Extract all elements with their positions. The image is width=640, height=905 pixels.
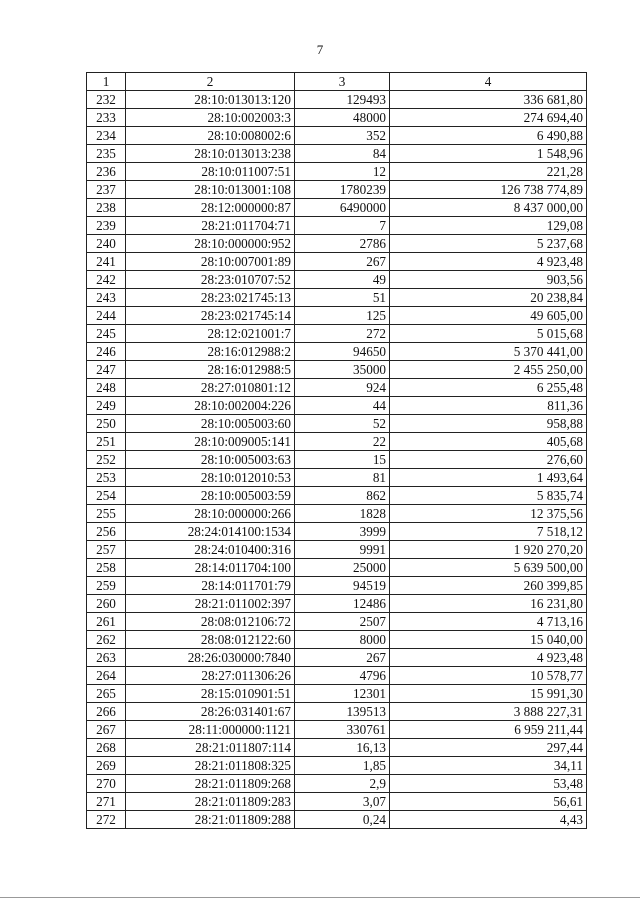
cadastral-number-cell: 28:10:007001:89 (126, 253, 295, 271)
row-number-cell: 247 (87, 361, 126, 379)
area-cell: 6490000 (295, 199, 390, 217)
value-cell: 4,43 (390, 811, 587, 829)
area-cell: 44 (295, 397, 390, 415)
value-cell: 49 605,00 (390, 307, 587, 325)
value-cell: 34,11 (390, 757, 587, 775)
row-number-cell: 233 (87, 109, 126, 127)
area-cell: 49 (295, 271, 390, 289)
value-cell: 4 713,16 (390, 613, 587, 631)
row-number-cell: 253 (87, 469, 126, 487)
area-cell: 52 (295, 415, 390, 433)
row-number-cell: 255 (87, 505, 126, 523)
area-cell: 267 (295, 649, 390, 667)
row-number-cell: 266 (87, 703, 126, 721)
table-header-row (87, 73, 587, 91)
cadastral-number-cell: 28:26:030000:7840 (126, 649, 295, 667)
value-cell: 15 991,30 (390, 685, 587, 703)
area-cell: 22 (295, 433, 390, 451)
row-number-cell: 234 (87, 127, 126, 145)
table-row (87, 91, 587, 109)
area-cell: 2507 (295, 613, 390, 631)
row-number-cell: 239 (87, 217, 126, 235)
row-number-cell: 265 (87, 685, 126, 703)
value-cell: 5 835,74 (390, 487, 587, 505)
cadastral-number-cell: 28:10:002004:226 (126, 397, 295, 415)
cadastral-number-cell: 28:23:021745:13 (126, 289, 295, 307)
cadastral-number-cell: 28:21:011808:325 (126, 757, 295, 775)
value-cell: 129,08 (390, 217, 587, 235)
cadastral-number-cell: 28:10:008002:6 (126, 127, 295, 145)
value-cell: 6 490,88 (390, 127, 587, 145)
cadastral-number-cell: 28:14:011701:79 (126, 577, 295, 595)
cadastral-number-cell: 28:10:013001:108 (126, 181, 295, 199)
row-number-cell: 260 (87, 595, 126, 613)
table-row (87, 811, 587, 829)
row-number-cell: 240 (87, 235, 126, 253)
cadastral-number-cell: 28:10:011007:51 (126, 163, 295, 181)
table-row (87, 487, 587, 505)
table-row (87, 613, 587, 631)
table-row (87, 541, 587, 559)
table-row (87, 703, 587, 721)
value-cell: 2 455 250,00 (390, 361, 587, 379)
cadastral-number-cell: 28:10:013013:238 (126, 145, 295, 163)
row-number-cell: 238 (87, 199, 126, 217)
table-row (87, 361, 587, 379)
row-number-cell: 243 (87, 289, 126, 307)
value-cell: 6 959 211,44 (390, 721, 587, 739)
cadastral-number-cell: 28:21:011809:288 (126, 811, 295, 829)
table-row (87, 217, 587, 235)
table-row (87, 559, 587, 577)
cadastral-number-cell: 28:24:014100:1534 (126, 523, 295, 541)
row-number-cell: 251 (87, 433, 126, 451)
row-number-cell: 244 (87, 307, 126, 325)
row-number-cell: 241 (87, 253, 126, 271)
row-number-cell: 262 (87, 631, 126, 649)
row-number-cell: 235 (87, 145, 126, 163)
area-cell: 139513 (295, 703, 390, 721)
area-cell: 12301 (295, 685, 390, 703)
value-cell: 16 231,80 (390, 595, 587, 613)
cadastral-number-cell: 28:08:012106:72 (126, 613, 295, 631)
value-cell: 6 255,48 (390, 379, 587, 397)
area-cell: 81 (295, 469, 390, 487)
cadastral-number-cell: 28:08:012122:60 (126, 631, 295, 649)
table-row (87, 469, 587, 487)
cadastral-number-cell: 28:10:005003:60 (126, 415, 295, 433)
cadastral-number-cell: 28:27:010801:12 (126, 379, 295, 397)
cadastral-number-cell: 28:10:000000:266 (126, 505, 295, 523)
row-number-cell: 269 (87, 757, 126, 775)
table-row (87, 793, 587, 811)
table-body (87, 91, 587, 829)
area-cell: 330761 (295, 721, 390, 739)
cadastral-number-cell: 28:16:012988:5 (126, 361, 295, 379)
area-cell: 12486 (295, 595, 390, 613)
value-cell: 5 015,68 (390, 325, 587, 343)
row-number-cell: 252 (87, 451, 126, 469)
area-cell: 862 (295, 487, 390, 505)
value-cell: 5 370 441,00 (390, 343, 587, 361)
area-cell: 51 (295, 289, 390, 307)
row-number-cell: 245 (87, 325, 126, 343)
cadastral-number-cell: 28:27:011306:26 (126, 667, 295, 685)
cadastral-number-cell: 28:10:012010:53 (126, 469, 295, 487)
value-cell: 12 375,56 (390, 505, 587, 523)
value-cell: 7 518,12 (390, 523, 587, 541)
row-number-cell: 250 (87, 415, 126, 433)
area-cell: 16,13 (295, 739, 390, 757)
cadastral-number-cell: 28:14:011704:100 (126, 559, 295, 577)
column-header-4: 4 (390, 73, 587, 91)
table-row (87, 343, 587, 361)
area-cell: 267 (295, 253, 390, 271)
value-cell: 1 493,64 (390, 469, 587, 487)
cadastral-number-cell: 28:26:031401:67 (126, 703, 295, 721)
area-cell: 94650 (295, 343, 390, 361)
table-row (87, 145, 587, 163)
value-cell: 405,68 (390, 433, 587, 451)
value-cell: 10 578,77 (390, 667, 587, 685)
row-number-cell: 268 (87, 739, 126, 757)
table-row (87, 739, 587, 757)
cadastral-number-cell: 28:21:011809:283 (126, 793, 295, 811)
value-cell: 20 238,84 (390, 289, 587, 307)
area-cell: 3999 (295, 523, 390, 541)
table-row (87, 415, 587, 433)
cadastral-number-cell: 28:10:002003:3 (126, 109, 295, 127)
table-row (87, 379, 587, 397)
area-cell: 4796 (295, 667, 390, 685)
table-row (87, 757, 587, 775)
data-table (86, 72, 587, 829)
value-cell: 4 923,48 (390, 649, 587, 667)
table-row (87, 433, 587, 451)
value-cell: 811,36 (390, 397, 587, 415)
cadastral-number-cell: 28:10:005003:63 (126, 451, 295, 469)
cadastral-number-cell: 28:12:021001:7 (126, 325, 295, 343)
row-number-cell: 264 (87, 667, 126, 685)
area-cell: 3,07 (295, 793, 390, 811)
cadastral-number-cell: 28:21:011807:114 (126, 739, 295, 757)
table-row (87, 577, 587, 595)
row-number-cell: 256 (87, 523, 126, 541)
row-number-cell: 259 (87, 577, 126, 595)
area-cell: 84 (295, 145, 390, 163)
row-number-cell: 248 (87, 379, 126, 397)
cadastral-number-cell: 28:15:010901:51 (126, 685, 295, 703)
area-cell: 48000 (295, 109, 390, 127)
cadastral-number-cell: 28:10:000000:952 (126, 235, 295, 253)
value-cell: 53,48 (390, 775, 587, 793)
table-row (87, 181, 587, 199)
area-cell: 352 (295, 127, 390, 145)
row-number-cell: 249 (87, 397, 126, 415)
area-cell: 2,9 (295, 775, 390, 793)
table-row (87, 289, 587, 307)
table-row (87, 451, 587, 469)
row-number-cell: 267 (87, 721, 126, 739)
value-cell: 276,60 (390, 451, 587, 469)
row-number-cell: 254 (87, 487, 126, 505)
area-cell: 924 (295, 379, 390, 397)
table-row (87, 271, 587, 289)
column-header-3: 3 (295, 73, 390, 91)
value-cell: 1 920 270,20 (390, 541, 587, 559)
area-cell: 15 (295, 451, 390, 469)
table-row (87, 307, 587, 325)
table-row (87, 199, 587, 217)
table-row (87, 397, 587, 415)
area-cell: 1828 (295, 505, 390, 523)
row-number-cell: 246 (87, 343, 126, 361)
area-cell: 25000 (295, 559, 390, 577)
value-cell: 336 681,80 (390, 91, 587, 109)
area-cell: 94519 (295, 577, 390, 595)
area-cell: 129493 (295, 91, 390, 109)
table-row (87, 235, 587, 253)
area-cell: 1780239 (295, 181, 390, 199)
cadastral-number-cell: 28:24:010400:316 (126, 541, 295, 559)
table-row (87, 667, 587, 685)
cadastral-number-cell: 28:10:005003:59 (126, 487, 295, 505)
table-row (87, 775, 587, 793)
table-row (87, 721, 587, 739)
row-number-cell: 242 (87, 271, 126, 289)
value-cell: 56,61 (390, 793, 587, 811)
cadastral-number-cell: 28:23:021745:14 (126, 307, 295, 325)
value-cell: 297,44 (390, 739, 587, 757)
area-cell: 35000 (295, 361, 390, 379)
cadastral-number-cell: 28:23:010707:52 (126, 271, 295, 289)
value-cell: 8 437 000,00 (390, 199, 587, 217)
column-header-1: 1 (87, 73, 126, 91)
cadastral-number-cell: 28:12:000000:87 (126, 199, 295, 217)
value-cell: 4 923,48 (390, 253, 587, 271)
row-number-cell: 270 (87, 775, 126, 793)
value-cell: 221,28 (390, 163, 587, 181)
cadastral-number-cell: 28:21:011704:71 (126, 217, 295, 235)
area-cell: 125 (295, 307, 390, 325)
value-cell: 274 694,40 (390, 109, 587, 127)
page-bottom-line (0, 897, 640, 898)
cadastral-number-cell: 28:21:011809:268 (126, 775, 295, 793)
row-number-cell: 258 (87, 559, 126, 577)
table-row (87, 109, 587, 127)
table-row (87, 325, 587, 343)
value-cell: 5 639 500,00 (390, 559, 587, 577)
row-number-cell: 236 (87, 163, 126, 181)
table-row (87, 631, 587, 649)
row-number-cell: 261 (87, 613, 126, 631)
row-number-cell: 257 (87, 541, 126, 559)
value-cell: 958,88 (390, 415, 587, 433)
table-row (87, 685, 587, 703)
table-row (87, 523, 587, 541)
row-number-cell: 232 (87, 91, 126, 109)
area-cell: 272 (295, 325, 390, 343)
row-number-cell: 237 (87, 181, 126, 199)
table-row (87, 253, 587, 271)
cadastral-number-cell: 28:10:013013:120 (126, 91, 295, 109)
table-row (87, 163, 587, 181)
table-row (87, 595, 587, 613)
value-cell: 5 237,68 (390, 235, 587, 253)
value-cell: 1 548,96 (390, 145, 587, 163)
value-cell: 126 738 774,89 (390, 181, 587, 199)
row-number-cell: 263 (87, 649, 126, 667)
value-cell: 15 040,00 (390, 631, 587, 649)
area-cell: 9991 (295, 541, 390, 559)
table-row (87, 127, 587, 145)
table-row (87, 505, 587, 523)
cadastral-number-cell: 28:16:012988:2 (126, 343, 295, 361)
area-cell: 12 (295, 163, 390, 181)
area-cell: 8000 (295, 631, 390, 649)
area-cell: 7 (295, 217, 390, 235)
cadastral-number-cell: 28:10:009005:141 (126, 433, 295, 451)
value-cell: 3 888 227,31 (390, 703, 587, 721)
row-number-cell: 272 (87, 811, 126, 829)
page-number: 7 (316, 42, 324, 57)
column-header-2: 2 (126, 73, 295, 91)
value-cell: 903,56 (390, 271, 587, 289)
cadastral-number-cell: 28:11:000000:1121 (126, 721, 295, 739)
value-cell: 260 399,85 (390, 577, 587, 595)
row-number-cell: 271 (87, 793, 126, 811)
area-cell: 0,24 (295, 811, 390, 829)
area-cell: 2786 (295, 235, 390, 253)
cadastral-number-cell: 28:21:011002:397 (126, 595, 295, 613)
area-cell: 1,85 (295, 757, 390, 775)
table-row (87, 649, 587, 667)
